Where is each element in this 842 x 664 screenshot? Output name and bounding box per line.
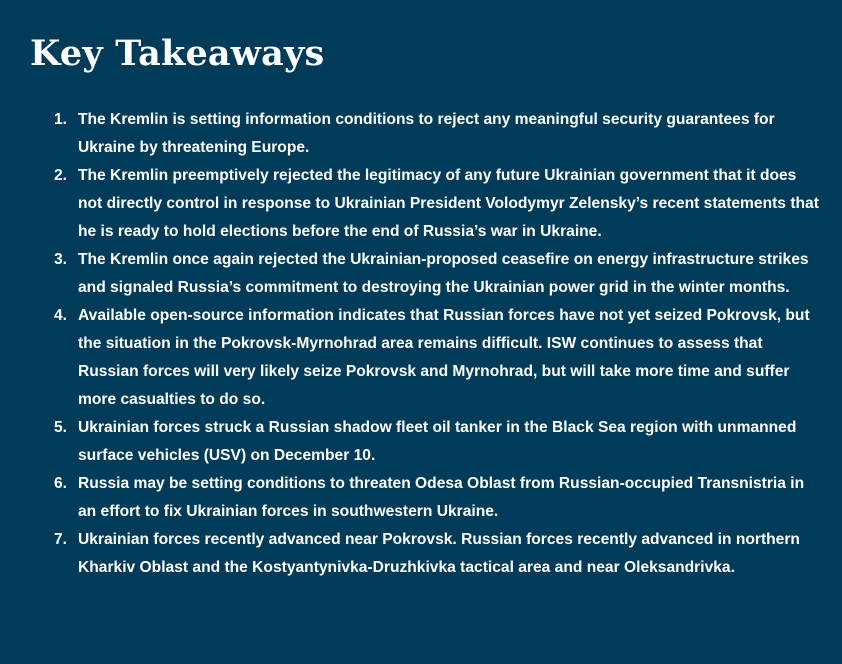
takeaway-text: Ukrainian forces recently advanced near Pokrovsk. Russian forces recently advanced in northern Kharkiv Oblast and the Kostyantynivka-Druzhkivka tactical area and near Oleksandrivka. xyxy=(78,531,800,576)
takeaway-text: The Kremlin once again rejected the Ukrainian-proposed ceasefire on energy infrastructure strikes and signaled Russia’s commitment to destroying the Ukrainian power grid in the winter months. xyxy=(78,251,809,296)
takeaway-number: 6. xyxy=(54,475,68,492)
takeaway-number: 5. xyxy=(54,419,68,436)
takeaway-text: The Kremlin preemptively rejected the legitimacy of any future Ukrainian government that it does not directly control in response to Ukrainian President Volodymyr Zelensky’s recent statements that he is ready to hold elections before the end of Russia’s war in Ukraine. xyxy=(78,167,819,240)
takeaway-number: 2. xyxy=(54,167,68,184)
takeaway-item-5 xyxy=(54,414,824,470)
takeaway-item-3 xyxy=(54,246,824,302)
takeaway-item-4 xyxy=(54,302,824,414)
takeaway-number: 1. xyxy=(54,111,68,128)
takeaway-number: 4. xyxy=(54,307,68,324)
takeaway-text: Available open-source information indicates that Russian forces have not yet seized Pokrovsk, but the situation in the Pokrovsk-Myrnohrad area remains difficult. ISW continues to assess that Russian forces will very likely seize Pokrovsk and Myrnohrad, but will take more time and suffer more casualties to do so. xyxy=(78,307,810,408)
takeaways-list xyxy=(54,106,824,582)
takeaway-text: The Kremlin is setting information conditions to reject any meaningful security guarantees for Ukraine by threatening Europe. xyxy=(78,111,775,156)
takeaway-item-2 xyxy=(54,162,824,246)
takeaway-text: Ukrainian forces struck a Russian shadow fleet oil tanker in the Black Sea region with unmanned surface vehicles (USV) on December 10. xyxy=(78,419,797,464)
takeaway-text: Russia may be setting conditions to threaten Odesa Oblast from Russian-occupied Transnistria in an effort to fix Ukrainian forces in southwestern Ukraine. xyxy=(78,475,805,520)
page-title: Key Takeaways xyxy=(30,33,325,74)
takeaway-number: 3. xyxy=(54,251,68,268)
takeaway-number: 7. xyxy=(54,531,68,548)
takeaway-item-1 xyxy=(54,106,824,162)
takeaway-item-7 xyxy=(54,526,824,582)
takeaway-item-6 xyxy=(54,470,824,526)
